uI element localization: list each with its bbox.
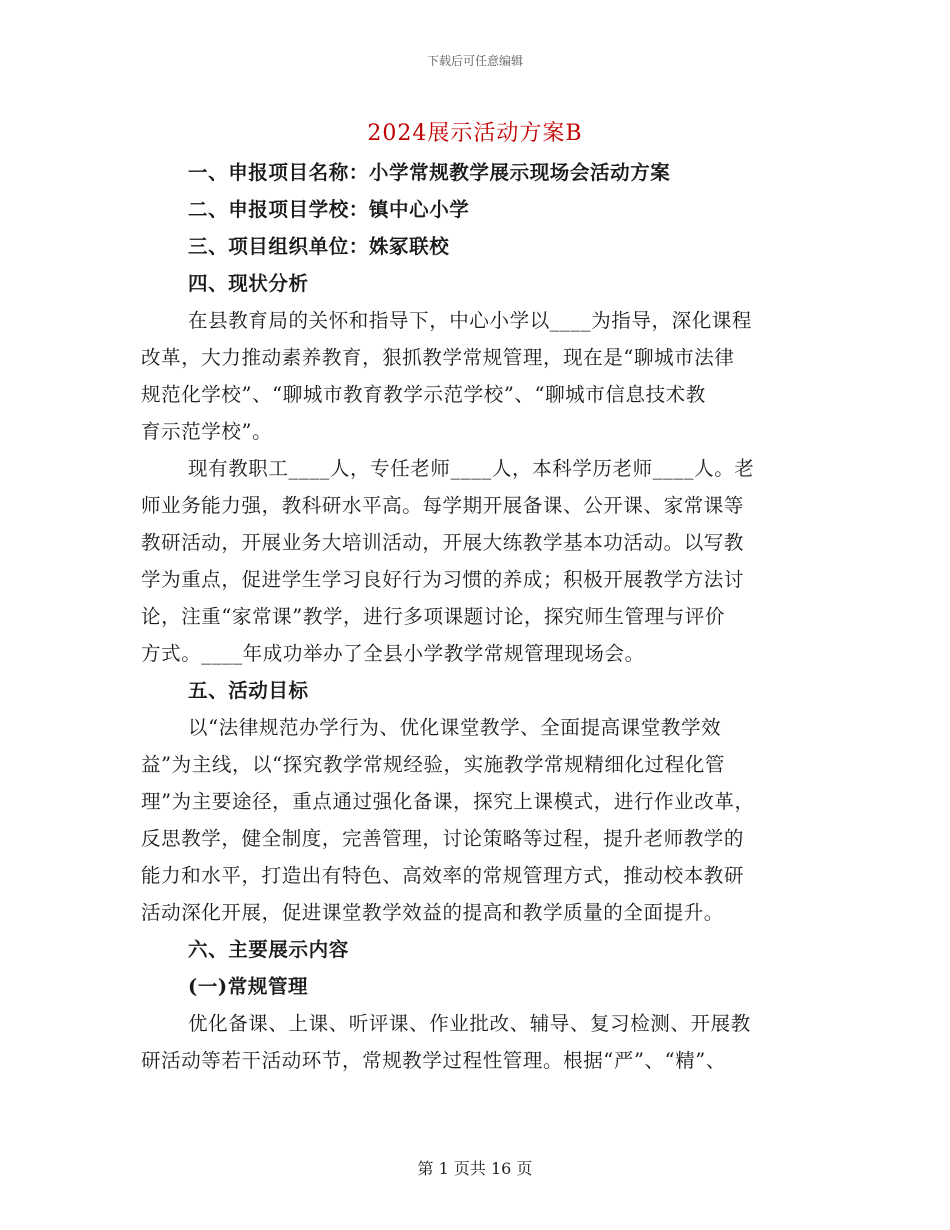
paragraph-line: 师业务能力强，教科研水平高。每学期开展备课、公开课、家常课等	[141, 494, 745, 517]
heading-activity-goal: 五、活动目标	[188, 679, 309, 702]
heading-status-analysis: 四、现状分析	[188, 272, 309, 295]
paragraph-line: 能力和水平，打造出有特色、高效率的常规管理方式，推动校本教研	[141, 864, 745, 887]
paragraph-line: 以“法律规范办学行为、优化课堂教学、全面提高课堂教学效	[188, 716, 722, 739]
paragraph-line: 现有教职工____人，专任老师____人，本科学历老师____人。老	[188, 457, 755, 480]
paragraph-line: 育示范学校”。	[141, 420, 273, 443]
paragraph-line: 理”为主要途径，重点通过强化备课，探究上课模式，进行作业改革，	[141, 790, 755, 813]
paragraph-line: 规范化学校”、“聊城市教育教学示范学校”、“聊城市信息技术教	[141, 383, 706, 406]
paragraph-line: 益”为主线，以“探究教学常规经验，实施教学常规精细化过程化管	[141, 753, 725, 776]
paragraph-line: 反思教学，健全制度，完善管理，讨论策略等过程，提升老师教学的	[141, 827, 745, 850]
header-note: 下载后可任意编辑	[426, 54, 523, 68]
paragraph-line: 方式。____年成功举办了全县小学教学常规管理现场会。	[141, 642, 645, 665]
paragraph-line: 活动深化开展，促进课堂教学效益的提高和教学质量的全面提升。	[141, 901, 724, 924]
paragraph-line: 研活动等若干活动环节，常规教学过程性管理。根据“严”、“精”、	[141, 1049, 726, 1072]
paragraph-line: 在县教育局的关怀和指导下，中心小学以____为指导，深化课程	[188, 309, 753, 332]
subheading-routine-management: (一)常规管理	[188, 975, 309, 998]
paragraph-line: 学为重点，促进学生学习良好行为习惯的养成；积极开展教学方法讨	[141, 568, 745, 591]
page-footer: 第 1 页共 16 页	[417, 1159, 533, 1178]
heading-organizer: 三、项目组织单位：姝冢联校	[188, 235, 450, 258]
document-title: 2024展示活动方案B	[367, 121, 583, 146]
paragraph-line: 改革，大力推动素养教育，狠抓教学常规管理，现在是“聊城市法律	[141, 346, 735, 369]
paragraph-line: 论，注重“家常课”教学，进行多项课题讨论，探究师生管理与评价	[141, 605, 725, 628]
heading-project-name: 一、申报项目名称：小学常规教学展示现场会活动方案	[188, 161, 671, 184]
paragraph-line: 优化备课、上课、听评课、作业批改、辅导、复习检测、开展教	[188, 1012, 751, 1035]
heading-main-content: 六、主要展示内容	[188, 938, 349, 961]
paragraph-line: 教研活动，开展业务大培训活动，开展大练教学基本功活动。以写教	[141, 531, 745, 554]
heading-project-school: 二、申报项目学校：镇中心小学	[188, 198, 470, 221]
